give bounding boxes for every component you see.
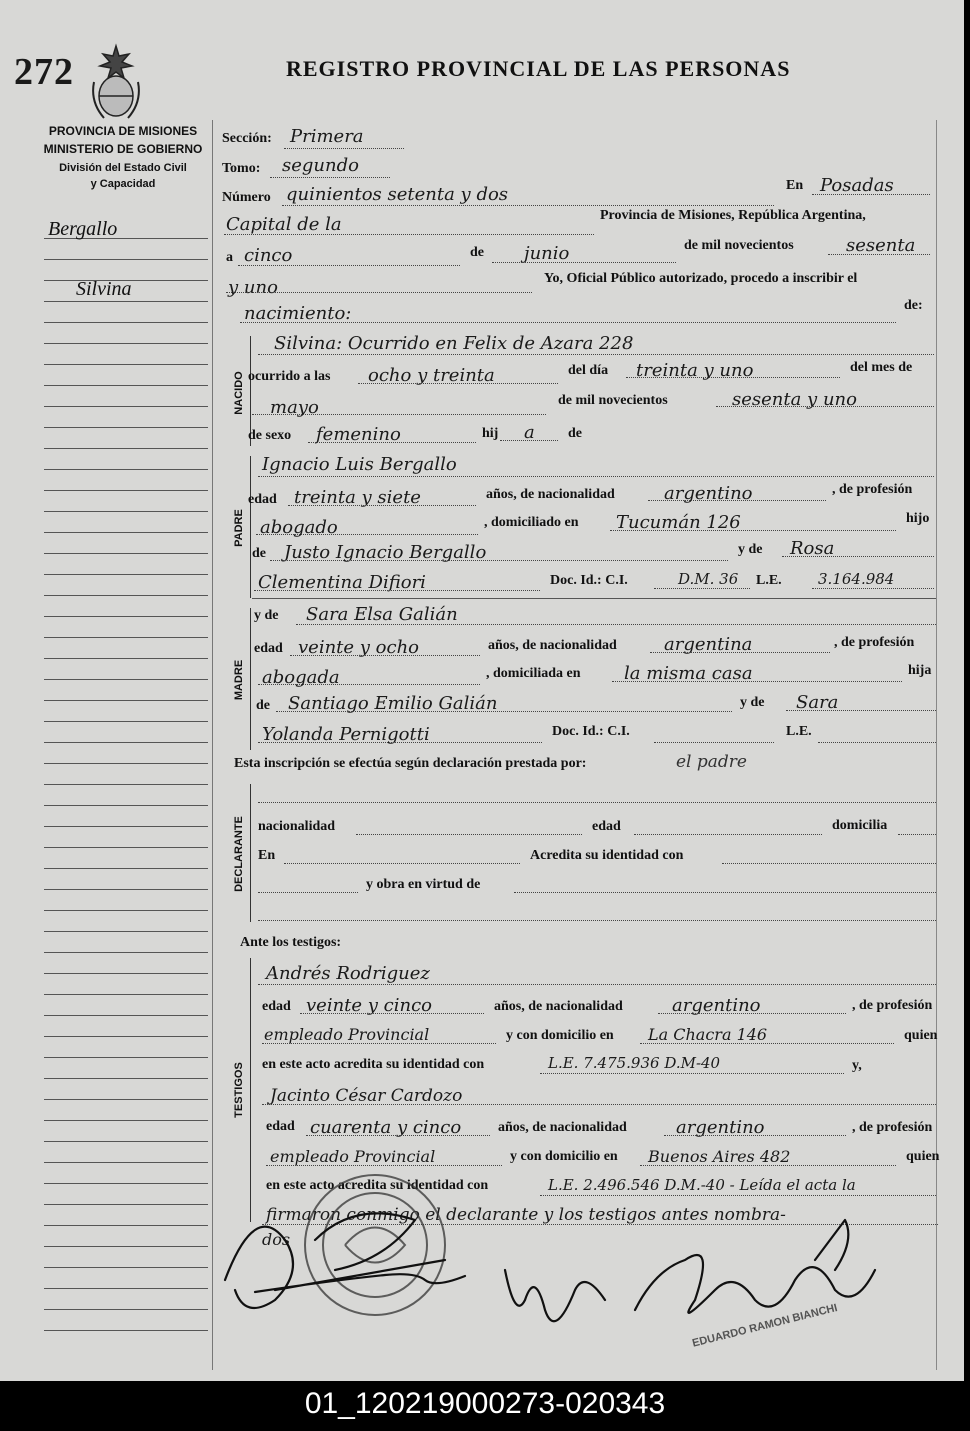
margin-rule [44, 1120, 208, 1121]
value-t1-doc: L.E. 7.475.936 D.M-40 [548, 1054, 721, 1072]
margin-rule [44, 385, 208, 386]
section-label-declarante: DECLARANTE [233, 816, 245, 892]
field-line [640, 1165, 896, 1166]
label-y-con-domicilio: y con domicilio en [506, 1028, 614, 1043]
margin-rule [44, 1057, 208, 1058]
field-line [284, 148, 404, 149]
value-padre-padre: Justo Ignacio Bergallo [284, 542, 487, 563]
label-provincia: Provincia de Misiones, República Argentina, [600, 208, 866, 223]
value-t2-cont: firmaron conmigo el declarante y los testigos antes nombra- [266, 1205, 786, 1225]
label-de-profesion: , de profesión [834, 635, 915, 650]
label-quien: quien [904, 1028, 938, 1043]
margin-rule [44, 1309, 208, 1310]
label-anos-nac: años, de nacionalidad [486, 487, 615, 502]
label-y-de: y de [740, 695, 765, 710]
field-line [610, 530, 896, 531]
field-line [300, 1013, 484, 1014]
field-line [254, 590, 540, 591]
margin-rule [44, 784, 208, 785]
value-mes-nac: mayo [270, 397, 319, 418]
field-line [654, 588, 750, 589]
value-anio-nac: sesenta y uno [732, 389, 857, 410]
field-line [288, 505, 476, 506]
margin-rule [44, 322, 208, 323]
value-hora: ocho y treinta [368, 365, 495, 386]
value-padre-prof: abogado [260, 517, 338, 538]
field-line [722, 863, 936, 864]
label-de-colon: de: [904, 298, 923, 313]
label-en: En [786, 178, 804, 193]
label-domiciliada: , domiciliada en [486, 666, 581, 681]
margin-rule [44, 490, 208, 491]
barcode-label: 01_120219000273-020343 [304, 1387, 666, 1420]
label-de-profesion: , de profesión [852, 998, 933, 1013]
margin-rule [44, 889, 208, 890]
field-line [290, 655, 480, 656]
field-line [258, 476, 934, 477]
margin-rule [44, 469, 208, 470]
field-line [258, 802, 936, 803]
value-capital: Capital de la [226, 214, 342, 235]
field-line [262, 1043, 496, 1044]
value-anio1: sesenta [846, 235, 916, 256]
field-line [786, 710, 936, 711]
margin-given-name: Silvina [76, 278, 132, 300]
value-padre-madre1: Rosa [790, 538, 835, 559]
value-sexo: femenino [316, 424, 401, 445]
field-line [812, 194, 930, 195]
field-line [226, 292, 532, 293]
field-line [664, 1135, 846, 1136]
value-padre-nombre: Ignacio Luis Bergallo [262, 454, 457, 475]
margin-rule [44, 364, 208, 365]
value-madre-dom: la misma casa [624, 663, 753, 684]
label-del-mes: del mes de [850, 360, 913, 375]
stamp-text: EDUARDO RAMON BIANCHI [691, 1301, 839, 1350]
value-tomo: segundo [282, 155, 359, 176]
margin-divider [212, 120, 213, 1370]
label-de-mil: de mil novecientos [684, 238, 794, 253]
section-bar [250, 456, 251, 598]
label-de-2: de [568, 426, 582, 441]
label-edad: edad [262, 999, 291, 1014]
value-padre-le: 3.164.984 [818, 570, 895, 588]
label-de: de [256, 698, 270, 713]
field-line [256, 534, 478, 535]
label-del-dia: del día [568, 363, 609, 378]
field-line [296, 624, 936, 625]
margin-rule [44, 658, 208, 659]
label-anos-nac: años, de nacionalidad [494, 999, 623, 1014]
margin-rule [44, 511, 208, 512]
label-ocurrido: ocurrido a las [248, 369, 331, 384]
org-line: y Capacidad [90, 178, 156, 190]
field-line [782, 556, 934, 557]
org-line: MINISTERIO DE GOBIERNO [43, 142, 203, 156]
value-t2-cont2: dos [262, 1230, 291, 1249]
margin-rule [44, 763, 208, 764]
field-line [270, 560, 728, 561]
value-t2-dom: Buenos Aires 482 [648, 1147, 791, 1166]
document-title: REGISTRO PROVINCIAL DE LAS PERSONAS [286, 56, 791, 81]
field-line [640, 1043, 894, 1044]
field-line [898, 834, 936, 835]
label-hija: hija [908, 663, 932, 678]
label-acredita-ident: en este acto acredita su identidad con [266, 1178, 489, 1193]
field-line [284, 863, 520, 864]
margin-rule [44, 553, 208, 554]
label-de-profesion: , de profesión [832, 482, 913, 497]
value-t2-doc: L.E. 2.496.546 D.M.-40 - Leída el acta la [548, 1176, 856, 1194]
value-madre-nac: argentina [664, 634, 753, 655]
field-line [828, 254, 930, 255]
margin-rule [44, 1141, 208, 1142]
margin-rule [44, 910, 208, 911]
org-line: División del Estado Civil [59, 162, 187, 174]
value-numero: quinientos setenta y dos [286, 184, 509, 205]
section-label-testigos: TESTIGOS [233, 1062, 245, 1118]
section-label-madre: MADRE [233, 659, 245, 701]
field-line [716, 406, 934, 407]
label-edad: edad [248, 492, 277, 507]
label-y-de: y de [254, 608, 279, 623]
margin-rule [44, 826, 208, 827]
margin-rule [44, 1099, 208, 1100]
label-acredita: Acredita su identidad con [530, 848, 684, 863]
field-line [812, 588, 934, 589]
label-acredita-ident: en este acto acredita su identidad con [262, 1057, 485, 1072]
label-hij: hij [482, 426, 499, 441]
label-y-de: y de [738, 542, 763, 557]
section-label-nacido: NACIDO [233, 371, 245, 415]
value-madre-nombre: Sara Elsa Galián [306, 604, 458, 625]
margin-rule [44, 679, 208, 680]
margin-rule [44, 952, 208, 953]
label-yo: Yo, Oficial Público autorizado, procedo a inscribir el [544, 271, 858, 286]
margin-rule [44, 1015, 208, 1016]
signatures [215, 1180, 955, 1360]
margin-rule [44, 1288, 208, 1289]
value-t1-nac: argentino [672, 995, 761, 1016]
label-anos-nac: años, de nacionalidad [498, 1120, 627, 1135]
value-seccion: Primera [290, 126, 364, 147]
field-line [282, 205, 774, 206]
coat-of-arms-icon [88, 42, 144, 120]
page-number: 272 [14, 51, 74, 93]
value-t2-nombre: Jacinto César Cardozo [270, 1086, 463, 1106]
label-domiciliado: , domiciliado en [484, 515, 579, 530]
value-declarante: el padre [676, 752, 747, 772]
margin-rule [44, 994, 208, 995]
section-bar [250, 784, 251, 922]
label-esta-inscripcion: Esta inscripción se efectúa según declaración prestada por: [234, 756, 587, 771]
margin-rule [44, 1225, 208, 1226]
value-madre-edad: veinte y ocho [298, 637, 420, 658]
field-line [258, 742, 542, 743]
margin-rule [44, 301, 208, 302]
field-line [258, 892, 358, 893]
value-padre-dom: Tucumán 126 [616, 512, 741, 533]
label-a: a [226, 250, 233, 265]
margin-rule [44, 1183, 208, 1184]
label-de: de [470, 245, 484, 260]
field-line [634, 834, 822, 835]
value-en: Posadas [820, 175, 894, 196]
field-line [356, 834, 582, 835]
org-line: PROVINCIA DE MISIONES [48, 124, 198, 138]
field-line [276, 711, 732, 712]
margin-rule [44, 805, 208, 806]
margin-rule [44, 1036, 208, 1037]
margin-rule [44, 1204, 208, 1205]
label-doc: Doc. Id.: C.I. [550, 573, 628, 588]
label-y-comma: y, [852, 1058, 862, 1073]
value-dia: cinco [244, 245, 293, 266]
field-line [308, 442, 476, 443]
margin-rule [44, 1078, 208, 1079]
label-le: L.E. [786, 724, 812, 739]
margin-rule [44, 847, 208, 848]
label-y-obra: y obra en virtud de [366, 877, 481, 892]
margin-rule [44, 595, 208, 596]
label-y-con-domicilio: y con domicilio en [510, 1149, 618, 1164]
field-line [306, 1135, 490, 1136]
margin-rule [44, 700, 208, 701]
value-nacido-nombre: Silvina: Ocurrido en Felix de Azara 228 [274, 333, 634, 354]
value-padre-edad: treinta y siete [294, 487, 421, 508]
value-t1-nombre: Andrés Rodriguez [266, 963, 430, 984]
section-label-padre: PADRE [233, 509, 245, 547]
field-line [258, 684, 480, 685]
label-numero: Número [222, 190, 271, 205]
field-line [514, 892, 936, 893]
field-line [648, 500, 826, 501]
value-padre-nac: argentino [664, 483, 753, 504]
margin-rule [44, 1267, 208, 1268]
field-line [238, 265, 460, 266]
label-edad: edad [266, 1119, 295, 1134]
value-t1-prof: empleado Provincial [264, 1025, 430, 1044]
value-t2-prof: empleado Provincial [270, 1147, 436, 1166]
margin-rule [44, 448, 208, 449]
label-doc: Doc. Id.: C.I. [552, 724, 630, 739]
value-acto: nacimiento: [244, 303, 352, 324]
value-anio2: y uno [228, 277, 278, 298]
label-sexo: de sexo [248, 428, 292, 443]
label-de-mil-nov: de mil novecientos [558, 393, 668, 408]
margin-rule [44, 406, 208, 407]
margin-rule [44, 742, 208, 743]
field-line [262, 1104, 936, 1105]
margin-rule [44, 343, 208, 344]
label-le: L.E. [756, 573, 782, 588]
label-anos-nac: años, de nacionalidad [488, 638, 617, 653]
label-edad: edad [592, 819, 621, 834]
field-line [612, 681, 902, 682]
label-tomo: Tomo: [222, 161, 261, 176]
field-line [658, 1013, 846, 1014]
value-dia-nac: treinta y uno [636, 360, 754, 381]
field-line [500, 440, 558, 441]
margin-rule [44, 259, 208, 260]
margin-rule [44, 574, 208, 575]
field-line [258, 984, 936, 985]
label-quien: quien [906, 1149, 940, 1164]
field-line [818, 742, 936, 743]
margin-rule [44, 1246, 208, 1247]
value-t1-dom: La Chacra 146 [648, 1025, 768, 1044]
official-stamp [680, 1290, 840, 1360]
value-madre-prof: abogada [262, 667, 340, 688]
field-line [358, 383, 558, 384]
value-padre-ci: D.M. 36 [678, 570, 739, 588]
field-line [270, 177, 390, 178]
section-divider [252, 598, 936, 599]
field-line [224, 234, 594, 235]
label-de: de [252, 546, 266, 561]
margin-rule [44, 427, 208, 428]
value-padre-madre2: Clementina Difiori [258, 572, 426, 593]
field-line [258, 354, 934, 355]
value-mes: junio [524, 243, 570, 264]
label-domicilia: domicilia [832, 818, 888, 833]
field-line [654, 742, 774, 743]
label-hijo: hijo [906, 511, 930, 526]
label-en: En [258, 848, 276, 863]
margin-rule [44, 1162, 208, 1163]
value-t1-edad: veinte y cinco [306, 995, 433, 1016]
field-line [540, 1073, 844, 1074]
value-hij-suffix: a [524, 422, 535, 443]
label-nacionalidad: nacionalidad [258, 819, 336, 834]
margin-rule [44, 532, 208, 533]
margin-rule [44, 868, 208, 869]
field-line [240, 322, 896, 323]
field-line [252, 414, 546, 415]
label-de-profesion: , de profesión [852, 1120, 933, 1135]
margin-rule [44, 721, 208, 722]
margin-rule [44, 931, 208, 932]
value-madre-padre: Santiago Emilio Galián [288, 693, 498, 714]
value-madre-madre2: Yolanda Pernigotti [262, 724, 430, 745]
margin-rule [44, 637, 208, 638]
field-line [650, 652, 830, 653]
margin-rule [44, 616, 208, 617]
value-t2-nac: argentino [676, 1117, 765, 1138]
margin-rule [44, 1330, 208, 1331]
label-seccion: Sección: [222, 131, 272, 146]
margin-surname: Bergallo [48, 218, 118, 240]
field-line [626, 377, 840, 378]
field-line [258, 920, 936, 921]
label-ante-testigos: Ante los testigos: [240, 935, 342, 950]
label-edad: edad [254, 641, 283, 656]
margin-rule [44, 973, 208, 974]
value-t2-edad: cuarenta y cinco [310, 1117, 462, 1138]
section-bar [250, 608, 251, 750]
field-line [492, 262, 676, 263]
value-madre-madre1: Sara [796, 692, 839, 713]
